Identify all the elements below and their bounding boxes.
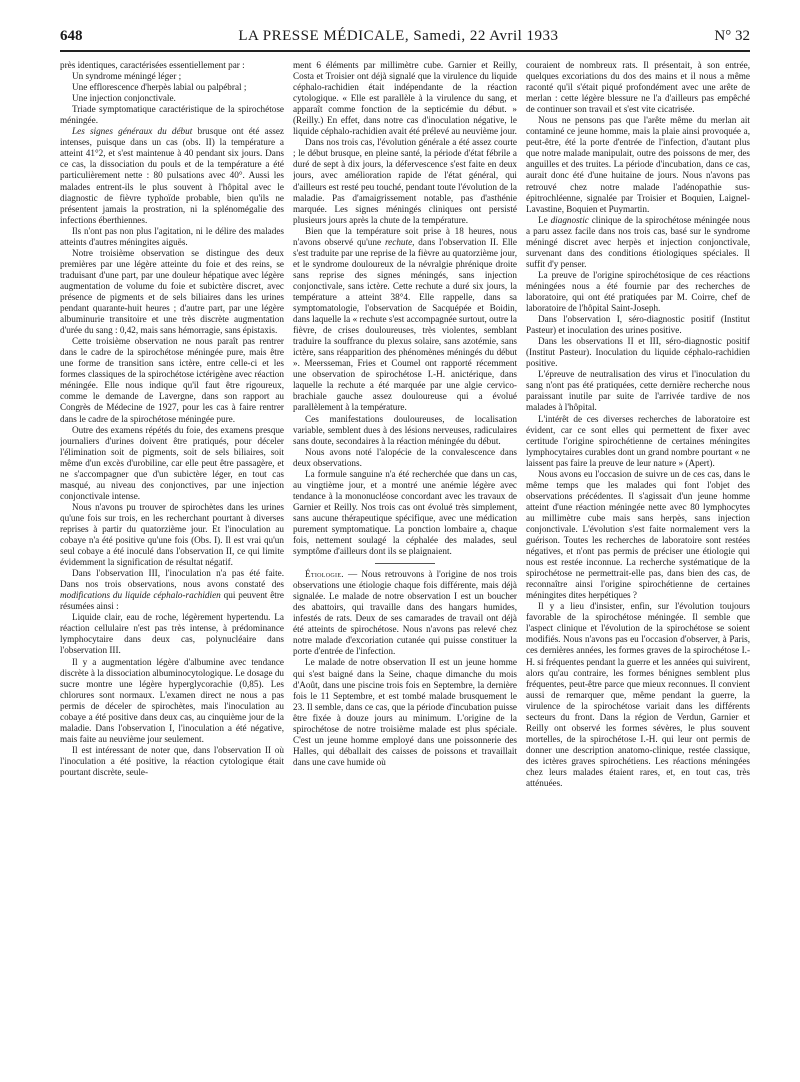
paragraph <box>293 226 517 414</box>
paragraph-text: Nous avons eu l'occasion de suivre un de ces cas, dans le même temps que les malades qui font l'objet des observations précédentes. Il s'agissait d'un jeune homme atteint d'une réaction méningée nette avec 80 lymphocytes au millimètre cube mais sans herpès, sans injection conjonctivale. L'évolution s'est faite normalement vers la guérison. Toutes les recherches de laboratoire sont restées négatives, et n'ont pas permis de préciser une étiologie qui nous est restée inconnue. La recherche systématique de la spirochétose ne permettrait-elle pas, dans bien des cas, de reconnaître ainsi l'origine spirochétienne de certaines méningites dites herpétiques ? <box>526 468 750 601</box>
paragraph-text: Bien que la température soit prise à 18 heures, nous n'avons observé qu'une <box>293 225 517 247</box>
paragraph-text: Triade symptomatique caractéristique de la spirochétose méningée. <box>60 104 284 126</box>
paragraph <box>526 270 750 314</box>
paragraph <box>526 115 750 214</box>
text-column-2 <box>293 60 517 1070</box>
section-heading: Étiologie. <box>305 569 344 580</box>
paragraph <box>526 336 750 369</box>
text-column-1 <box>60 60 284 1070</box>
paragraph-text: Nous avons noté l'alopécie de la convalescence dans deux observations. <box>293 446 517 468</box>
paragraph-text: Dans nos trois cas, l'évolution générale a été assez courte ; le début brusque, en pleine santé, la période d'état fébrile a duré de sept à dix jours, la défervescence s'est faite en deux jours, avec amélioration rapide de l'état général, qui d'ailleurs est resté peu touché, pendant toute l'évolution de la maladie. Pas d'amaigrissement notable, pas d'asthénie marquée. Les signes méningés cliniques ont persisté plusieurs jours après la chute de la température. <box>293 137 517 225</box>
paragraph <box>526 369 750 413</box>
text-column-3 <box>526 60 750 1070</box>
paragraph <box>293 137 517 225</box>
paragraph-text: Nous n'avons pu trouver de spirochètes dans les urines qu'une fois sur trois, en les recherchant pourtant à diverses reprises à partir du quatorzième jour. Et l'inoculation au cobaye n'a été positive qu'une fois (Obs. I). Il est vrai qu'un seul cobaye a été inoculé dans l'observation II, ce qui limite évidemment la signification de résultat négatif. <box>60 501 284 568</box>
paragraph-text: Le malade de notre observation II est un jeune homme qui s'est baigné dans la Seine, chaque dimanche du mois d'Août, dans une piscine trois fois en Septembre, la dernière fois le 11 Septembre, et est tombé malade brusquement le 23. Il semble, dans ce cas, que la période d'incubation puisse être fixée à douze jours au minimum. L'origine de la spirochétose de notre troisième malade est plus spéciale. C'est un jeune homme employé dans une poissonnerie des Halles, qui déballait des caisses de poissons et travaillait dans une cave humide où <box>293 657 517 767</box>
paragraph <box>60 126 284 225</box>
paragraph <box>526 414 750 469</box>
paragraph <box>60 336 284 424</box>
paragraph-text: couraient de nombreux rats. Il présentait, à son entrée, quelques excoriations du dos des mains et il nous a même raconté qu'il s'était piqué profondément avec une arête de merlan : cette légère blessure ne l'a d'ailleurs pas empêché de continuer son travail et s'est vite cicatrisée. <box>526 60 750 115</box>
emphasis: Les signes généraux du début <box>72 126 193 137</box>
paragraph <box>60 745 284 778</box>
paragraph-text: ment 6 éléments par millimètre cube. Garnier et Reilly, Costa et Troisier ont déjà signalé que la virulence du liquide céphalo-rachidien était indépendante de la réaction cytologique. « Elle est parallèle à la virulence du sang, et apparaît comme fonction de la septicémie du début. » (Reilly.) En effet, dans notre cas d'inoculation négative, le liquide céphalo-rachidien avait été prélevé au neuvième jour. <box>293 60 517 137</box>
section-divider <box>375 563 435 564</box>
paragraph <box>293 657 517 767</box>
paragraph <box>293 569 517 657</box>
paragraph-text: Dans les observations II et III, séro-diagnostic positif (Institut Pasteur). Inoculation du liquide céphalo-rachidien positive. <box>526 336 750 369</box>
paragraph <box>293 60 517 137</box>
paragraph-text: Il est intéressant de noter que, dans l'observation II où l'inoculation a été positive, la réaction cytologique était pourtant discrète, seule- <box>60 744 284 777</box>
paragraph <box>60 568 284 612</box>
paragraph <box>293 469 517 557</box>
paragraph <box>526 601 750 789</box>
paragraph <box>60 71 284 82</box>
paragraph-text: Outre des examens répétés du foie, des examens presque journaliers d'urines doivent être pratiqués, pour déceler l'élimination soit de pigments, soit de sels biliaires, soit même d'un excès d'urobiline, car elle peut être passagère, et ne s'accompagner que d'un subictère léger, en tout cas masqué, au niveau des conjonctives, par une injection conjonctivale intense. <box>60 424 284 501</box>
paragraph-text: , dans l'observation II. Elle s'est traduite par une reprise de la fièvre au quatorzième jour, et le syndrome douloureux de la névralgie phrénique droite sans reprise des signes méningés, sans injection conjonctivale, sans ictère. Cette rechute a duré six jours, la température a atteint 38°4. Elle rappelle, dans sa symptomatologie, l'observation de Sacquépée et Boidin, dans laquelle la « rechute s'est accompagnée surtout, outre la fièvre, de crises douloureuses, très violentes, semblant traduire la souffrance du plexus solaire, sans azotémie, sans ictère, sans réapparition des phénomènes méningés du début ». Meersseman, Fries et Coumel ont rapporté récemment une observation de spirochétose I.-H. anictérique, dans laquelle la rechute a été marquée par une algie cervico-brachiale gauche assez douloureuse qui a évolué parallèlement à la température. <box>293 236 517 413</box>
paragraph-text: près identiques, caractérisées essentiellement par : <box>60 60 245 70</box>
paragraph-text: Ils n'ont pas non plus l'agitation, ni le délire des malades atteints d'autres méningites aiguës. <box>60 225 284 247</box>
paragraph <box>293 447 517 469</box>
paragraph-text: Une efflorescence d'herpès labial ou palpébral ; <box>72 82 247 93</box>
paragraph-text: La formule sanguine n'a été recherchée que dans un cas, au vingtième jour, et a montré une anémie légère avec tendance à la mononucléose concordant avec les travaux de Garnier et Reilly. Nos trois cas ont évolué très simplement, sans aucune thérapeutique spécifique, avec une médication purement symptomatique. La ponction lombaire a, chaque fois, nettement soulagé la céphalée des malades, seul symptôme d'ailleurs dont ils se plaignaient. <box>293 468 517 557</box>
paragraph <box>526 469 750 602</box>
issue-number: N° 32 <box>714 28 750 44</box>
paragraph <box>60 226 284 248</box>
emphasis: modifications du liquide céphalo-rachidien <box>60 590 221 601</box>
paragraph <box>60 60 284 71</box>
journal-title: LA PRESSE MÉDICALE, Samedi, 22 Avril 1933 <box>238 28 559 44</box>
paragraph-text: Dans l'observation III, l'inoculation n'a pas été faite. Dans nos trois observations, nous avons constaté des <box>60 568 284 590</box>
paragraph-text: — Nous retrouvons à l'origine de nos trois observations une étiologie chaque fois différente, mais déjà signalée. Le malade de notre observation I est un boucher des abattoirs, qui travaille dans des hangars humides, infestés de rats. Deux de ses camarades de travail ont déjà été atteints de spirochétose. Nous n'avons pas relevé chez notre malade d'excoriation cutanée qui puisse constituer la porte d'entrée de l'infection. <box>293 569 517 657</box>
paragraph-text: Le <box>538 214 551 225</box>
paragraph <box>526 314 750 336</box>
paragraph-text: Un syndrome méningé léger ; <box>72 71 182 82</box>
article-body <box>60 60 750 1070</box>
header-rule <box>60 50 750 52</box>
paragraph-text: L'épreuve de neutralisation des virus et l'inoculation du sang n'ont pas été pratiquées, cette dernière recherche nous paraissant inutile par suite de l'arrivée tardive de nos malades à l'hôpital. <box>526 369 750 413</box>
paragraph-text: brusque ont été assez intenses, puisque dans un cas (obs. II) la température a atteint 41°2, et s'est maintenue à 40 pendant six jours. Dans ce cas, la dissociation du pouls et de la température a été particulièrement nette : 80 pulsations avec 40°. Aussi les malades entrent-ils le plus souvent à l'hôpital avec le diagnostic de fièvre typhoïde probable, bien qu'ils ne présentent jamais la prostration, ni la splénomégalie des infections éberthiennes. <box>60 126 284 225</box>
paragraph <box>60 104 284 126</box>
paragraph <box>293 414 517 447</box>
paragraph-text: Notre troisième observation se distingue des deux premières par une légère atteinte du foie et des reins, se traduisant d'une part, par une douleur hépatique avec légère augmentation de volume du foie et subictère discret, avec présence de pigments et de sels biliaires dans les urines pendant quarante-huit heures ; d'autre part, par une légère albuminurie transitoire et une très discrète augmentation d'urée du sang : 0,42, mais sans hémorragie, sans épistaxis. <box>60 247 284 336</box>
paragraph <box>60 425 284 502</box>
paragraph <box>60 82 284 93</box>
paragraph-text: L'intérêt de ces diverses recherches de laboratoire est évident, car ce sont elles qui permettent de fixer avec certitude l'origine spirochétienne de certaines méningites lymphocytaires curables dont un grand nombre pourtant « ne laissent pas faire la preuve de leur nature » (Apert). <box>526 413 750 468</box>
paragraph <box>60 502 284 568</box>
paragraph-text: La preuve de l'origine spirochétosique de ces réactions méningées nous a été fournie par des recherches de laboratoire, qui ont été pratiquées par M. Coirre, chef de laboratoire de l'hôpital Saint-Joseph. <box>526 269 750 314</box>
paragraph <box>60 612 284 656</box>
emphasis: diagnostic <box>550 214 589 225</box>
page-header <box>60 28 750 48</box>
page-number: 648 <box>60 28 83 44</box>
paragraph-text: Il y a augmentation légère d'albumine avec tendance discrète à la dissociation albuminocytologique. Le dosage du sucre montre une légère hyperglycorachie (0,85). Les chlorures sont normaux. L'examen direct ne nous a pas permis de déceler de spirochètes, mais l'inoculation au cobaye a été positive dans deux cas, au cinquième jour de la maladie. Dans l'observation I, l'inoculation a été négative, mais faite au neuvième jour seulement. <box>60 656 284 744</box>
paragraph <box>60 657 284 745</box>
paragraph <box>526 60 750 115</box>
paragraph <box>60 93 284 104</box>
paragraph-text: Cette troisième observation ne nous paraît pas rentrer dans le cadre de la spirochétose méningée pure, mais être une forme de transition sans ictère, entre celle-ci et les formes classiques de la spirochétose ictérigène avec réaction méningée. Elle nous indique qu'il faut être rigoureux, comme le demande de Lavergne, dans son rapport au Congrès de Médecine de 1927, pour les cas à faire rentrer dans le cadre de la spirochétose méningée pure. <box>60 336 284 424</box>
emphasis: rechute <box>384 236 413 247</box>
paragraph-text: Liquide clair, eau de roche, légèrement hypertendu. La réaction cellulaire n'est pas très intense, à prédominance lymphocytaire dans deux cas, polynucléaire dans l'observation III. <box>60 612 284 656</box>
paragraph-text: clinique de la spirochétose méningée nous a paru assez facile dans nos trois cas, basé sur le syndrome méningé discret avec herpès et injection conjonctivale, survenant dans des conditions étiologiques spéciales. Il suffit d'y penser. <box>526 214 750 269</box>
paragraph-text: Ces manifestations douloureuses, de localisation variable, semblent dues à des lésions nerveuses, radiculaires sans doute, secondaires à la réaction méningée du début. <box>293 413 517 446</box>
paragraph <box>60 248 284 336</box>
paragraph-text: qui peuvent être résumées ainsi : <box>60 590 284 612</box>
paragraph-text: Nous ne pensons pas que l'arête même du merlan ait contaminé ce jeune homme, mais la plaie ainsi provoquée a, peut-être, été la porte d'entrée de l'infection, d'autant plus que notre malade manipulait, outre des poissons de mer, des anguilles et des truites. La période d'incubation, dans ce cas, aurait donc été d'une huitaine de jours. Nous n'avons pas retrouvé chez notre malade l'adénopathie sus-épitrochléenne, signalée par Troisier et Boquien, Laignel-Lavastine, Boquien et Puymartin. <box>526 115 750 214</box>
paragraph-text: Une injection conjonctivale. <box>72 93 176 104</box>
paragraph <box>526 215 750 270</box>
paragraph-text: Dans l'observation I, séro-diagnostic positif (Institut Pasteur) et inoculation des urines positive. <box>526 314 750 336</box>
paragraph-text: Il y a lieu d'insister, enfin, sur l'évolution toujours favorable de la spirochétose méningée. Il semble que l'aspect clinique et l'évolution de la spirochétose se soient modifiés. Nous n'avons pas eu l'occasion d'observer, à Paris, ces dernières années, les formes graves de la spirochétose I.-H. si fréquentes pendant la guerre et les années qui suivirent, alors qu'au contraire, les formes bénignes semblent plus fréquentes, peut-être parce que mieux reconnues. Il convient aussi de remarquer que, même pendant la guerre, la virulence de la spirochétose variait dans les différents secteurs du front. Dans la région de Verdun, Garnier et Reilly ont observé les formes sévères, le plus souvent mortelles, de la spirochétose I.-H. qui leur ont permis de donner une description anatomo-clinique, restée classique, des ictères graves spirochétiens. Les réactions méningées chez leurs malades étaient rares, et, en tout cas, très atténuées. <box>526 601 750 789</box>
